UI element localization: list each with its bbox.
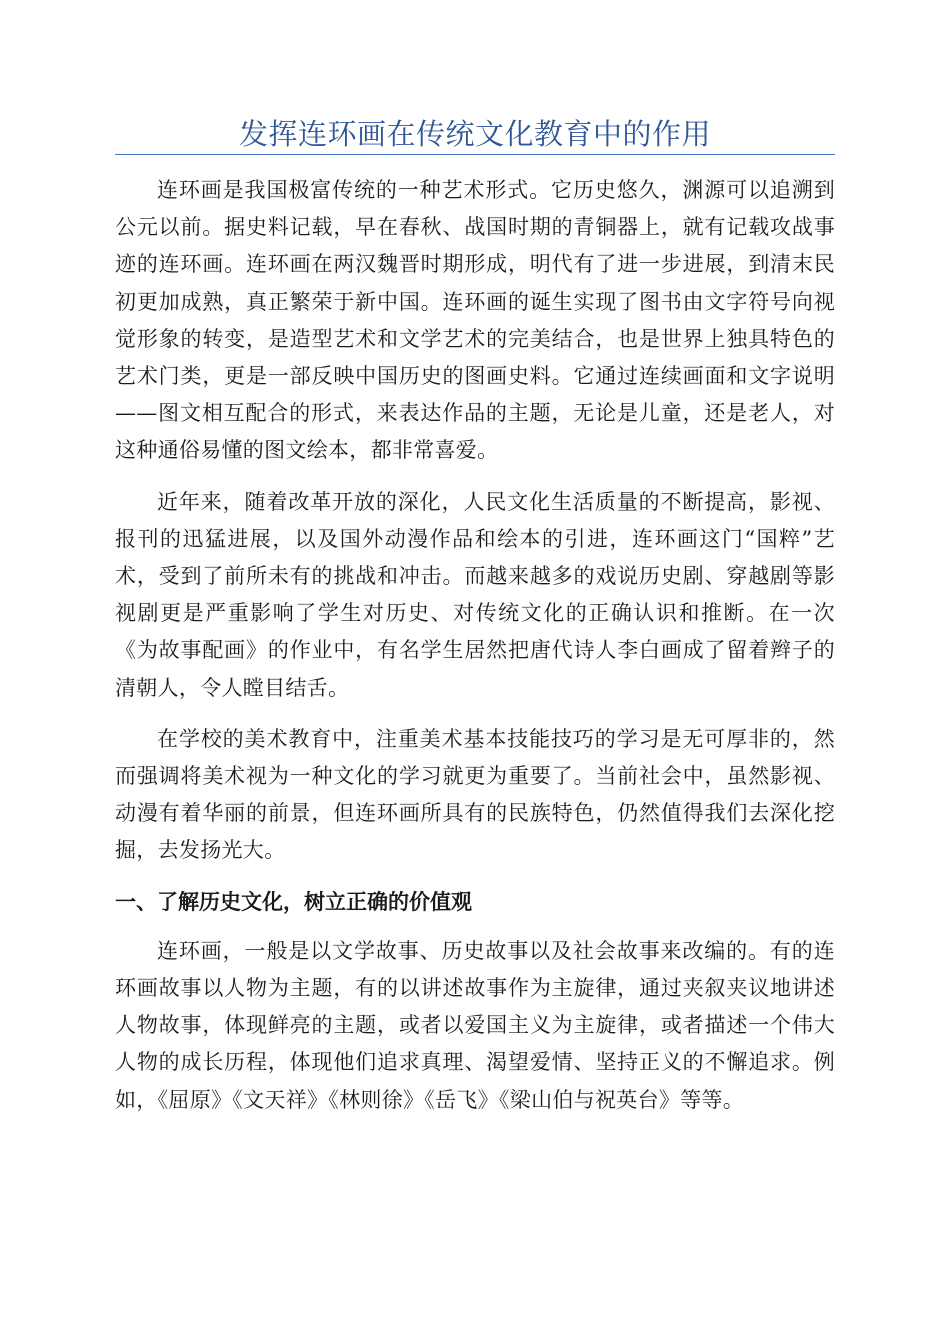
- title-underline: [115, 154, 835, 155]
- document-title: 发挥连环画在传统文化教育中的作用: [238, 117, 711, 151]
- section-heading: 一、了解历史文化，树立正确的价值观: [115, 889, 472, 914]
- paragraph-intro: 连环画是我国极富传统的一种艺术形式。它历史悠久，渊源可以追溯到公元以前。据史料记载，早在春秋、战国时期的青铜器上，就有记载攻战事迹的连环画。连环画在两汉魏晋时期形成，明代有了进一步进展，到清末民初更加成熟，真正繁荣于新中国。连环画的诞生实现了图书由文字符号向视觉形象的转变，是造型艺术和文学艺术的完美结合，也是世界上独具特色的艺术门类，更是一部反映中国历史的图画史料。它通过连续画面和文字说明——图文相互配合的形式，来表达作品的主题，无论是儿童，还是老人，对这种通俗易懂的图文绘本，都非常喜爱。: [115, 178, 835, 463]
- paragraph-section-one: 连环画，一般是以文学故事、历史故事以及社会故事来改编的。有的连环画故事以人物为主题，有的以讲述故事作为主旋律，通过夹叙夹议地讲述人物故事，体现鲜亮的主题，或者以爱国主义为主旋律，或者描述一个伟大人物的成长历程，体现他们追求真理、渴望爱情、坚持正义的不懈追求。例如，《屈原》《文天祥》《林则徐》《岳飞》《梁山伯与祝英台》等等。: [115, 938, 835, 1112]
- paragraph-education: 在学校的美术教育中，注重美术基本技能技巧的学习是无可厚非的，然而强调将美术视为一种文化的学习就更为重要了。当前社会中，虽然影视、动漫有着华丽的前景，但连环画所具有的民族特色，仍然值得我们去深化挖掘，去发扬光大。: [115, 726, 835, 863]
- document-body: [115, 172, 835, 1133]
- paragraph-challenges: 近年来，随着改革开放的深化，人民文化生活质量的不断提高，影视、报刊的迅猛进展，以及国外动漫作品和绘本的引进，连环画这门“国粹”艺术，受到了前所未有的挑战和冲击。而越来越多的戏说历史剧、穿越剧等影视剧更是严重影响了学生对历史、对传统文化的正确认识和推断。在一次《为故事配画》的作业中，有名学生居然把唐代诗人李白画成了留着辫子的清朝人，令人瞠目结舌。: [115, 489, 835, 700]
